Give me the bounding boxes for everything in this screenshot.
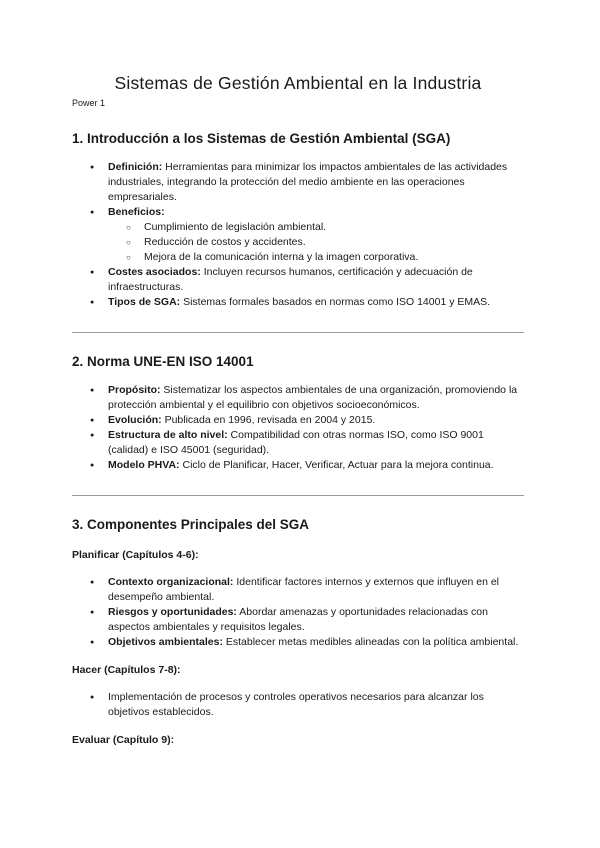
section-3-heading: 3. Componentes Principales del SGA	[72, 517, 310, 532]
list-item: ● Contexto organizacional: Identificar factores internos y externos que influyen en el desempeño ambiental.	[72, 575, 524, 605]
list-item: ● Costes asociados: Incluyen recursos humanos, certificación y adecuación de infraestructuras.	[72, 265, 524, 295]
section-divider	[72, 495, 524, 496]
document-title: Sistemas de Gestión Ambiental en la Industria	[114, 73, 482, 93]
evaluar-heading: Evaluar (Capítulo 9):	[72, 734, 175, 746]
list-item: ● Implementación de procesos y controles operativos necesarios para alcanzar los objetivos establecidos.	[72, 690, 524, 720]
planificar-list	[72, 575, 524, 650]
section-1-list	[72, 160, 524, 310]
planificar-heading: Planificar (Capítulos 4-6):	[72, 549, 199, 561]
list-item: ● Definición: Herramientas para minimizar los impactos ambientales de las actividades industriales, integrando la protección del medio ambiente en las operaciones empresariales.	[72, 160, 524, 205]
sub-list-item: ○ Mejora de la comunicación interna y la imagen corporativa.	[108, 250, 524, 265]
sub-list-item: ○ Reducción de costos y accidentes.	[108, 235, 524, 250]
hacer-list	[72, 690, 524, 720]
list-item: ● Evolución: Publicada en 1996, revisada en 2004 y 2015.	[72, 413, 524, 428]
list-item: ● Riesgos y oportunidades: Abordar amenazas y oportunidades relacionadas con aspectos ambientales y requisitos legales.	[72, 605, 524, 635]
list-item: ● Objetivos ambientales: Establecer metas medibles alineadas con la política ambiental.	[72, 635, 524, 650]
list-item: ● Beneficios: ○ Cumplimiento de legislación ambiental. ○ Reducción de costos y accidentes. ○ Mejora de la comunicación interna y la imagen corporativa.	[72, 205, 524, 265]
sub-list-item: ○ Cumplimiento de legislación ambiental.	[108, 220, 524, 235]
section-2-list	[72, 383, 524, 473]
list-item: ● Estructura de alto nivel: Compatibilidad con otras normas ISO, como ISO 9001 (calidad) e ISO 45001 (seguridad).	[72, 428, 524, 458]
section-2-heading: 2. Norma UNE-EN ISO 14001	[72, 354, 254, 369]
section-divider	[72, 332, 524, 333]
document-page	[72, 72, 524, 747]
section-1-heading: 1. Introducción a los Sistemas de Gestión Ambiental (SGA)	[72, 131, 451, 146]
hacer-heading: Hacer (Capítulos 7-8):	[72, 664, 181, 676]
list-item: ● Tipos de SGA: Sistemas formales basados en normas como ISO 14001 y EMAS.	[72, 295, 524, 310]
benefits-sublist	[108, 220, 524, 265]
list-item: ● Modelo PHVA: Ciclo de Planificar, Hacer, Verificar, Actuar para la mejora continua.	[72, 458, 524, 473]
list-item: ● Propósito: Sistematizar los aspectos ambientales de una organización, promoviendo la protección ambiental y el equilibrio con objetivos socioeconómicos.	[72, 383, 524, 413]
document-subtitle: Power 1	[72, 98, 106, 108]
